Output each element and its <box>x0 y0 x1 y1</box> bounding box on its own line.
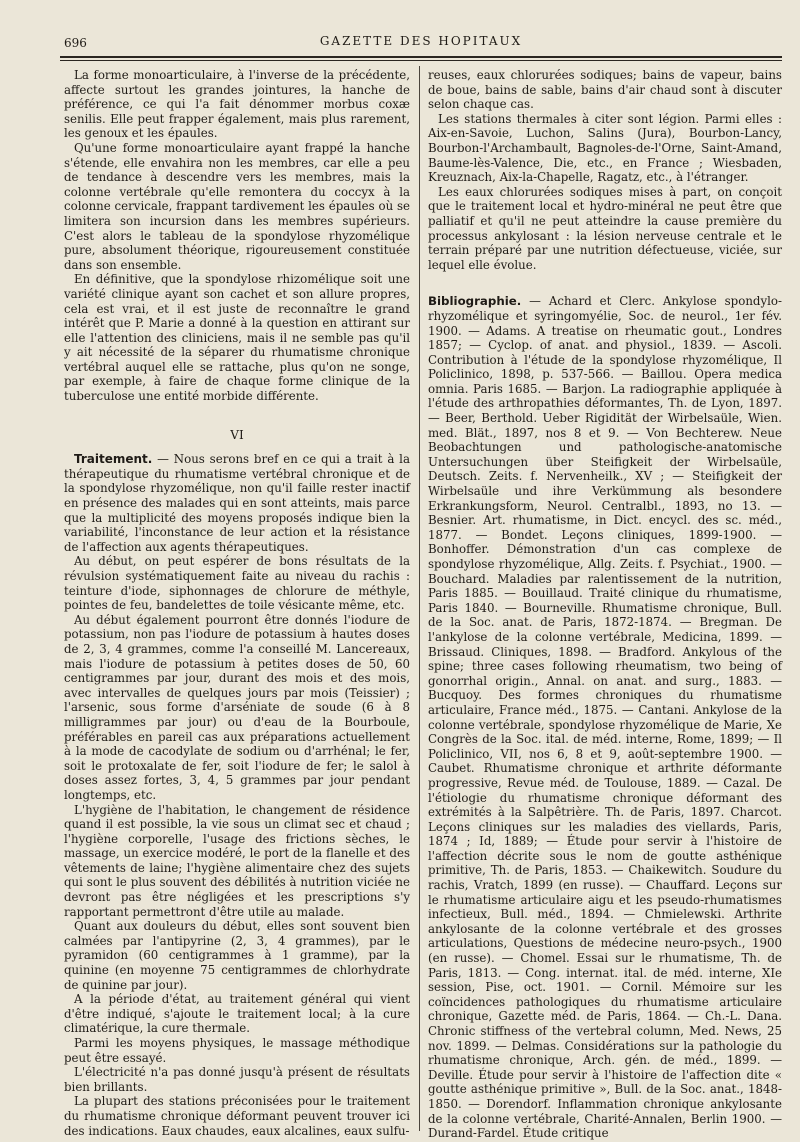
section-number: VI <box>230 427 244 442</box>
bibliography-text <box>428 294 782 1140</box>
paragraph: A la période d'état, au traitement général qui vient d'être indiqué, s'ajoute le traitement local; à la cure climatérique, la cure thermale. <box>64 992 410 1036</box>
page-header <box>60 30 782 54</box>
paragraph: L'hygiène de l'habitation, le changement de résidence quand il est possible, la vie sous un climat sec et chaud ; l'hygiène corporelle, l'usage des frictions sèches, le massage, un exercice modéré, le port de la flanelle et des vêtements de laine; l'hygiène alimentaire chez des sujets qui sont le plus souvent des débilités à nutrition viciée ne devront pas être négligées et les prescriptions s'y rapportant permettront d'être utile au malade. <box>64 802 410 919</box>
left-column <box>64 68 410 1138</box>
bibliography-heading: Bibliographie. <box>428 294 522 309</box>
bibliography <box>428 294 782 1140</box>
column-divider <box>419 66 420 1131</box>
paragraph: Les eaux chlorurées sodiques mises à part, on conçoit que le traitement local et hydro-minéral ne peut être que palliatif et qu'il ne peut atteindre la cause première du processus ankylosant : la lésion nerveuse centrale et le terrain préparé par une nutrition défectueuse, viciée, sur lequel elle évolue. <box>428 184 782 272</box>
paragraph-continued: reuses, eaux chlorurées sodiques; bains de vapeur, bains de boue, bains de sable, bains d'air chaud sont à discuter selon chaque cas. <box>428 68 782 112</box>
bibliography-entries: — Achard et Clerc. Ankylose spondylo-rhyzomélique et syringomyélie, Soc. de neurol., 1er fév. 1900. — Adams. A treatise on rheumatic gout., Londres 1857; — Cyclop. of anat. and physiol., 1839. — Ascoli. Contribution à l'étude de la spondylose rhyzomélique, Il Policlinico, 1898, p. 537-566. — Baillou. Opera medica omnia. Paris 1685. — Barjon. La radiographie appliquée à l'étude des arthropathies déformantes, Th. de Lyon, 1897. — Beer, Berthold. Ueber Rigidität der Wirbelsaüle, Wien. med. Blät., 1897, nos 8 et 9. — Von Bechterew. Neue Beobachtungen und pathologische-anatomische Untersuchungen über Steifigkeit der Wirbelsaüle, Deutsch. Zeits. f. Nervenheilk., XV ; — Steifigkeit der Wirbelsaüle und ihre Verkümmung als besondere Erkrankungsform, Neurol. Centralbl., 1893, no 13. — Besnier. Art. rhumatisme, in Dict. encycl. des sc. méd., 1877. — Bondet. Leçons cliniques, 1899-1900. — Bonhoffer. Démonstration d'un cas complexe de spondylose rhyzomélique, Allg. Zeits. f. Psychiat., 1900. — Bouchard. Maladies par ralentissement de la nutrition, Paris 1885. — Bouillaud. Traité clinique du rhumatisme, Paris 1840. — Bourneville. Rhumatisme chronique, Bull. de la Soc. anat. de Paris, 1872-1874. — Bregman. De l'ankylose de la colonne vertébrale, Medicina, 1899. — Brissaud. Cliniques, 1898. — Bradford. Ankylous of the spine; three cases following rheumatism, two being of gonorrhal origin., Annal. on anat. and surg., 1883. — Bucquoy. Des formes chroniques du rhumatisme articulaire, France méd., 1875. — Cantani. Ankylose de la colonne vertébrale, spondylose rhyzomélique de Marie, Xe Congrès de la Soc. ital. de méd. interne, Rome, 1899; — Il Policlinico, VII, nos 6, 8 et 9, août-septembre 1900. — Caubet. Rhumatisme chronique et arthrite déformante progressive, Revue méd. de Toulouse, 1889. — Cazal. De l'étiologie du rhumatisme chronique déformant des extrémités à la Salpêtrière. Th. de Paris, 1897. Charcot. Leçons cliniques sur les maladies des viellards, Paris, 1874 ; Id, 1889; — Étude pour servir à l'histoire de l'affection décrite sous le nom de goutte asthénique primitive, Th. de Paris, 1853. — Chaikewitch. Soudure du rachis, Vratch, 1899 (en russe). — Chauffard. Leçons sur le rhumatisme articulaire aigu et les pseudo-rhumatismes infectieux, Bull. méd., 1894. — Chmielewski. Arthrite ankylosante de la colonne vertébrale et des grosses articulations, Questions de médecine neuro-psych., 1900 (en russe). — Chomel. Essai sur le rhumatisme, Th. de Paris, 1813. — Cong. internat. ital. de méd. interne, XIe session, Pise, oct. 1901. — Cornil. Mémoire sur les coïncidences pathologiques du rhumatisme articulaire chronique, Gazette méd. de Paris, 1864. — Ch.-L. Dana. Chronic stiffness of the vertebral column, Med. News, 25 nov. 1899. — Delmas. Considérations sur la pathologie du rhumatisme chronique, Arch. gén. de méd., 1899. — Deville. Étude pour servir à l'histoire de l'affection dite « goutte asthénique primitive », Bull. de la Soc. anat., 1848-1850. — Dorendorf. Inflammation chronique ankylosante de la colonne vertébrale, Charité-Annalen, Berlin 1900. — Durand-Fardel. Étude critique <box>428 294 782 1141</box>
paragraph: La plupart des stations préconisées pour le traitement du rhumatisme chronique déformant peuvent trouver ici des indications. Eaux chaudes, eaux alcalines, eaux sulfu- <box>64 1094 410 1138</box>
spacer <box>64 404 410 416</box>
paragraph: Au début, on peut espérer de bons résultats de la révulsion systématiquement faite au niveau du rachis : teinture d'iode, siphonnages de chlorure de méthyle, pointes de feu, bandelettes de toile vésicante même, etc. <box>64 554 410 613</box>
paragraph: Quant aux douleurs du début, elles sont souvent bien calmées par l'antipyrine (2, 3, 4 grammes), par le pyramidon (60 centigrammes à 1 gramme), par la quinine (en moyenne 75 centigrammes de chlorhydrate de quinine par jour). <box>64 919 410 992</box>
paragraph: Qu'une forme monoarticulaire ayant frappé la hanche s'étende, elle envahira non les membres, car elle a peu de tendance à descendre vers les membres, mais la colonne vertébrale qu'elle remontera du coccyx à la colonne cervicale, frappant tardivement les épaules où se limitera son incursion dans les membres supérieurs. C'est alors le tableau de la spondylose rhyzomélique pure, absolument théorique, rigoureusement constituée dans son ensemble. <box>64 140 410 272</box>
run-in-heading: Traitement. <box>74 452 153 467</box>
paragraph: La forme monoarticulaire, à l'inverse de la précédente, affecte surtout les grandes jointures, la hanche de préférence, ce qui l'a fait dénommer morbus coxæ senilis. Elle peut frapper également, mais plus rarement, les genoux et les épaules. <box>64 68 410 141</box>
right-column <box>428 68 782 1141</box>
paragraph: Les stations thermales à citer sont légion. Parmi elles : Aix-en-Savoie, Luchon, Salins (Jura), Bourbon-Lancy, Bourbon-l'Archambault, Bagnoles-de-l'Orne, Saint-Amand, Baume-lès-Valence, Die, etc., en France ; Wiesbaden, Kreuznach, Aix-la-Chapelle, Ragatz, etc., à l'étranger. <box>428 111 782 185</box>
header-rule-thin <box>60 60 782 61</box>
paragraph-text: — Nous serons bref en ce qui a trait à la thérapeutique du rhumatisme vertébral chronique et de la spondylose rhyzomélique, non qu'il faille rester inactif en présence des malades qui en sont atteints, mais parce que la multiplicité des moyens proposés indique bien la variabilité, l'inconstance de leur action et la résistance de l'affection aux agents thérapeutiques. <box>64 452 410 554</box>
spacer <box>428 272 782 294</box>
journal-title: GAZETTE DES HOPITAUX <box>319 34 523 48</box>
paragraph: L'électricité n'a pas donné jusqu'à présent de résultats bien brillants. <box>64 1065 410 1094</box>
paragraph-traitement <box>64 452 410 554</box>
paragraph: En définitive, que la spondylose rhizomélique soit une variété clinique ayant son cachet et son allure propres, cela est vrai, et il est juste de reconnaître le grand intérêt que P. Marie a donné à la question en attirant sur elle l'attention des cliniciens, mais il ne semble pas qu'il y ait nécessité de la séparer du rhumatisme chronique vertébral auquel elle se rattache, plus qu'on ne songe, par exemple, à faire de chaque forme clinique de la tuberculose une entité morbide différente. <box>64 272 410 404</box>
header-rule-thick <box>60 56 782 58</box>
paragraph: Au début également pourront être donnés l'iodure de potassium, non pas l'iodure de potassium à hautes doses de 2, 3, 4 grammes, comme l'a conseillé M. Lancereaux, mais l'iodure de potassium à petites doses de 50, 60 centigrammes par jour, durant des mois et des mois, avec intervalles de quelques jours par mois (Teissier) ; l'arsenic, sous forme d'arséniate de soude (6 à 8 milligrammes par jour) ou d'eau de la Bourboule, préférables en pareil cas aux préparations actuellement à la mode de cacodylate de sodium ou d'arrhénal; le fer, soit le protoxalate de fer, soit l'iodure de fer; le salol à doses assez fortes, 3, 4, 5 grammes par jour pendant longtemps, etc. <box>64 612 410 802</box>
paragraph: Parmi les moyens physiques, le massage méthodique peut être essayé. <box>64 1036 410 1065</box>
page-number: 696 <box>64 36 87 50</box>
